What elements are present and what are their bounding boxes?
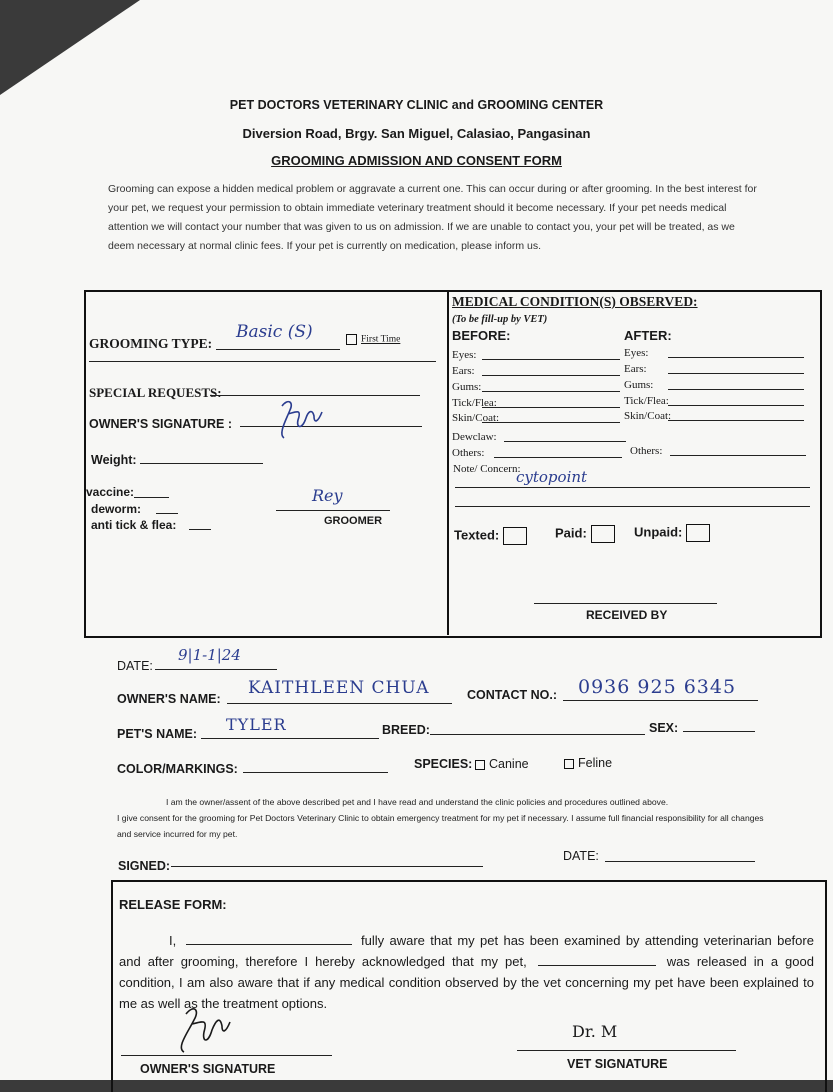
- before-row-field[interactable]: [482, 375, 620, 376]
- unpaid-checkbox[interactable]: [686, 524, 710, 542]
- grooming-type-value: Basic (S): [236, 322, 313, 342]
- consent-statement: [117, 794, 777, 842]
- owner-name-label: OWNER'S NAME:: [117, 692, 221, 706]
- after-row-field[interactable]: [668, 420, 804, 421]
- owner-name-field[interactable]: [227, 703, 452, 704]
- intro-paragraph: Grooming can expose a hidden medical problem or aggravate a current one. This can occur during or after grooming. In the best interest for your pet, we request your permission to obtain immediate veterinary treatment should it become necessary. If your pet needs medical attention we will contact your number that was given to us on admission. If we are unable to contact you, your pet will be treated, as we deem necessary at normal clinic fees. If your pet is currently on medication, please inform us.: [108, 183, 757, 252]
- grooming-type-field[interactable]: [216, 349, 340, 350]
- clinic-name: PET DOCTORS VETERINARY CLINIC and GROOMING CENTER: [229, 98, 604, 112]
- texted-option[interactable]: [454, 527, 527, 545]
- anti-tick-label: anti tick & flea:: [91, 518, 177, 532]
- release-text-1: I,: [169, 933, 177, 948]
- feline-checkbox[interactable]: [564, 759, 574, 769]
- consent-line-1: I am the owner/assent of the above described pet and I have read and understand the clinic policies and procedures outlined above.: [166, 797, 669, 807]
- canine-checkbox[interactable]: [475, 760, 485, 770]
- signed-label: SIGNED:: [118, 859, 171, 873]
- grooming-type-label: GROOMING TYPE:: [89, 336, 213, 351]
- release-owner-signature-label: OWNER'S SIGNATURE: [140, 1062, 276, 1076]
- before-row-field[interactable]: [482, 422, 620, 423]
- feline-label: Feline: [578, 756, 613, 770]
- before-row-field[interactable]: [482, 359, 620, 360]
- texted-checkbox[interactable]: [503, 527, 527, 545]
- paid-checkbox[interactable]: [591, 525, 615, 543]
- breed-label: BREED:: [382, 723, 430, 737]
- medical-subtitle: (To be fill-up by VET): [452, 314, 548, 325]
- clinic-address: Diversion Road, Brgy. San Miguel, Calasiao, Pangasinan: [242, 126, 591, 141]
- received-by-label: RECEIVED BY: [586, 608, 668, 622]
- anti-tick-field[interactable]: [189, 529, 211, 530]
- vet-signature-label: VET SIGNATURE: [567, 1057, 668, 1071]
- deworm-label: deworm:: [91, 502, 142, 516]
- contact-field[interactable]: [563, 700, 758, 701]
- before-row-label: Ears:: [452, 365, 475, 377]
- note-line-2[interactable]: [455, 506, 810, 507]
- before-row-field[interactable]: [482, 407, 620, 408]
- release-text-3: was released in a good condition, I am also aware that if any medical condition observed by the vet concerning my pet have been explained to me as well as the treatment options.: [119, 954, 814, 1011]
- date-signed-label: DATE:: [563, 849, 599, 863]
- pet-name-value: TYLER: [226, 715, 287, 734]
- pet-name-field[interactable]: [201, 738, 379, 739]
- breed-field[interactable]: [430, 734, 645, 735]
- after-row-field[interactable]: [668, 357, 804, 358]
- groomer-field[interactable]: [276, 510, 390, 511]
- release-owner-signature-mark: [168, 1000, 238, 1060]
- sex-label: SEX:: [649, 721, 679, 735]
- before-row-label: Gums:: [452, 381, 482, 393]
- before-row-field[interactable]: [482, 391, 620, 392]
- date-signed-field[interactable]: [605, 861, 755, 862]
- contact-value: 0936 925 6345: [578, 676, 737, 698]
- groomer-signature: Rey: [312, 486, 343, 505]
- before-row-label: Tick/Flea:: [452, 397, 497, 409]
- release-owner-name-blank[interactable]: [186, 944, 352, 945]
- page-fold-corner: [0, 0, 140, 95]
- paid-option[interactable]: [555, 525, 615, 543]
- first-time-checkbox[interactable]: [346, 334, 357, 345]
- groomer-label: GROOMER: [324, 515, 383, 527]
- vet-signature-mark: Dr. M: [572, 1022, 618, 1041]
- canine-option[interactable]: [475, 757, 529, 771]
- after-row-label: Skin/Coat:: [624, 410, 672, 422]
- date-label: DATE:: [117, 659, 153, 673]
- after-row-field[interactable]: [668, 373, 804, 374]
- pet-name-label: PET'S NAME:: [117, 727, 198, 741]
- vaccine-field[interactable]: [134, 497, 169, 498]
- weight-label: Weight:: [91, 453, 137, 467]
- after-header: AFTER:: [624, 328, 672, 343]
- deworm-field[interactable]: [156, 513, 178, 514]
- after-row-label: Ears:: [624, 363, 647, 375]
- received-by-field[interactable]: [534, 603, 717, 604]
- date-field[interactable]: [155, 669, 277, 670]
- date-value: 9|1-1|24: [178, 646, 241, 664]
- contact-label: CONTACT NO.:: [467, 688, 558, 702]
- after-row-label: Tick/Flea:: [624, 395, 669, 407]
- dewclaw-label: Dewclaw:: [452, 431, 497, 443]
- note-concern-value: cytopoint: [516, 468, 588, 486]
- signed-field[interactable]: [171, 866, 483, 867]
- dewclaw-field[interactable]: [504, 441, 626, 442]
- after-row-label: Eyes:: [624, 347, 649, 359]
- form-title: GROOMING ADMISSION AND CONSENT FORM: [271, 153, 562, 168]
- canine-label: Canine: [489, 757, 529, 771]
- color-markings-field[interactable]: [243, 772, 388, 773]
- before-header: BEFORE:: [452, 328, 511, 343]
- others-before-field[interactable]: [494, 457, 622, 458]
- unpaid-label: Unpaid:: [634, 524, 683, 540]
- after-row-field[interactable]: [668, 389, 804, 390]
- medical-title: MEDICAL CONDITION(S) OBSERVED:: [452, 294, 698, 309]
- note-line-1[interactable]: [455, 487, 810, 488]
- sex-field[interactable]: [683, 731, 755, 732]
- feline-option[interactable]: [564, 756, 612, 770]
- before-row-label: Skin/Coat:: [452, 412, 500, 424]
- unpaid-option[interactable]: [634, 524, 710, 542]
- others-after-label: Others:: [630, 445, 663, 457]
- others-after-field[interactable]: [670, 455, 806, 456]
- vaccine-label: vaccine:: [86, 485, 135, 499]
- consent-line-2: I give consent for the grooming for Pet Doctors Veterinary Clinic to obtain emergency treatment for my pet if necessary. I assume full financial responsibility for all changes and service incurred for my pet.: [117, 813, 764, 839]
- paid-label: Paid:: [555, 525, 587, 541]
- release-form-title: RELEASE FORM:: [119, 897, 227, 912]
- others-before-label: Others:: [452, 447, 485, 459]
- release-owner-signature-field[interactable]: [121, 1055, 332, 1056]
- box-divider: [447, 291, 449, 635]
- owner-name-value: KAITHLEEN CHUA: [248, 678, 430, 698]
- after-row-label: Gums:: [624, 379, 654, 391]
- after-row-field[interactable]: [668, 405, 804, 406]
- note-concern-label: Note/ Concern:: [453, 463, 521, 475]
- release-text-2: fully aware that my pet has been examined by attending veterinarian before and after grooming, therefore I hereby acknowledged that my pet,: [119, 933, 814, 969]
- first-time-option[interactable]: [346, 334, 400, 345]
- owner-signature-label: OWNER'S SIGNATURE :: [89, 417, 233, 431]
- species-label: SPECIES:: [414, 757, 473, 771]
- color-markings-label: COLOR/MARKINGS:: [117, 762, 238, 776]
- first-time-label: First Time: [361, 334, 401, 345]
- special-requests-label: SPECIAL REQUESTS:: [89, 385, 222, 400]
- weight-field[interactable]: [140, 463, 263, 464]
- vet-signature-field[interactable]: [517, 1050, 736, 1051]
- release-pet-name-blank[interactable]: [538, 965, 656, 966]
- before-row-label: Eyes:: [452, 349, 477, 361]
- texted-label: Texted:: [454, 527, 500, 543]
- owner-signature-mark: [268, 394, 328, 444]
- grooming-extra-line: [89, 361, 436, 362]
